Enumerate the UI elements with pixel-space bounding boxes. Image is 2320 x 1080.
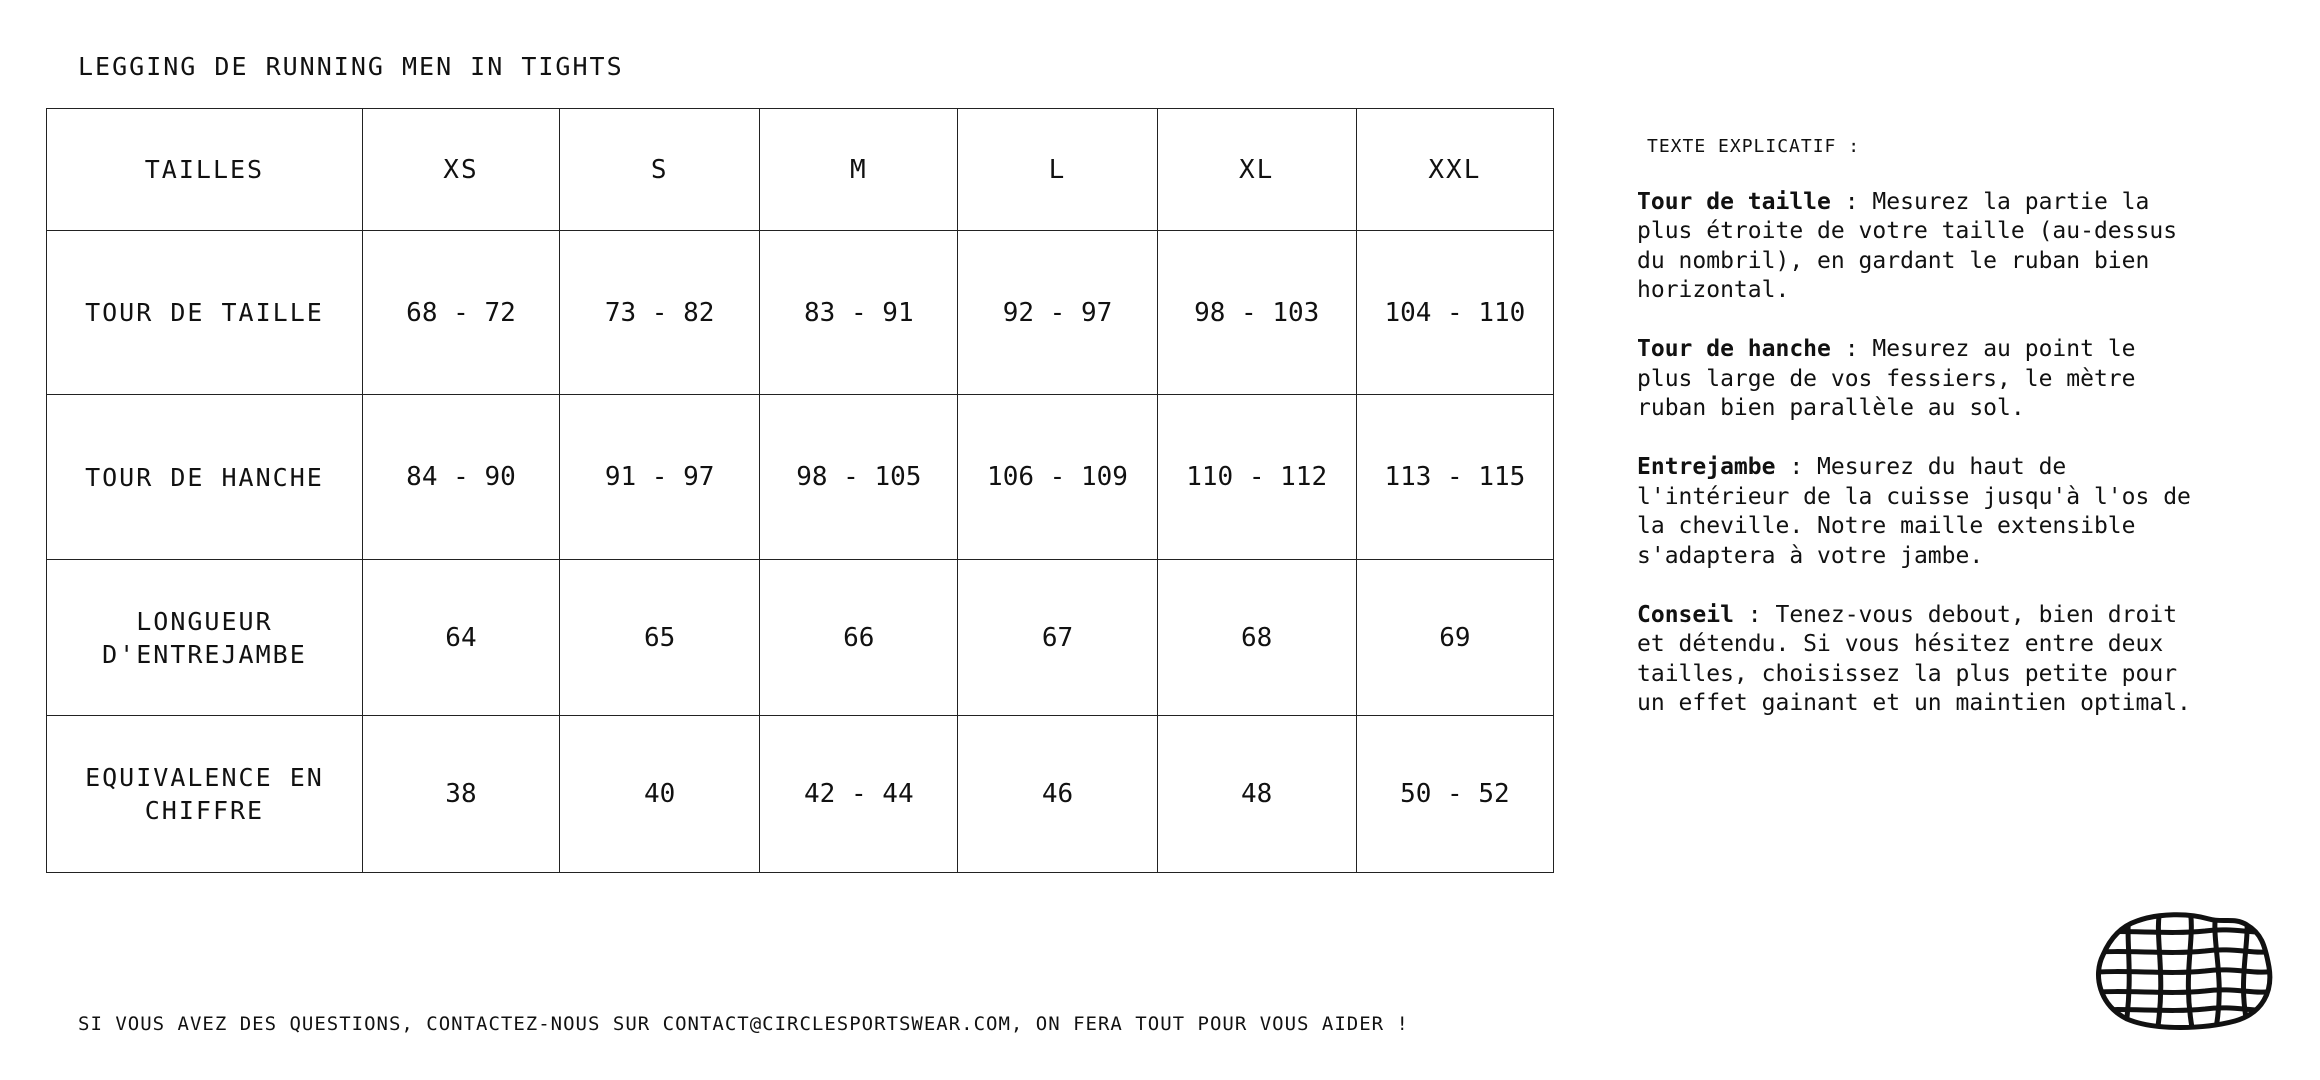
table-cell: 46 xyxy=(958,716,1157,873)
explanation-term: Entrejambe xyxy=(1637,454,1776,480)
table-cell: 68 - 72 xyxy=(362,231,559,395)
size-chart-table xyxy=(46,108,1554,873)
corner-header: TAILLES xyxy=(47,109,363,231)
size-header-xs: XS xyxy=(362,109,559,231)
size-header-s: S xyxy=(560,109,760,231)
table-cell: 66 xyxy=(760,560,958,716)
table-cell: 73 - 82 xyxy=(560,231,760,395)
row-label-equivalence: EQUIVALENCE EN CHIFFRE xyxy=(47,716,363,873)
table-row xyxy=(47,716,1554,873)
table-cell: 98 - 105 xyxy=(760,395,958,560)
explanation-text: : Mesurez du haut de l'intérieur de la cuisse jusqu'à l'os de la cheville. Notre maille extensible s'adaptera à votre jambe. xyxy=(1637,454,2191,569)
table-row xyxy=(47,395,1554,560)
table-cell: 50 - 52 xyxy=(1356,716,1553,873)
size-header-m: M xyxy=(760,109,958,231)
table-cell: 84 - 90 xyxy=(362,395,559,560)
size-header-xl: XL xyxy=(1157,109,1356,231)
size-header-xxl: XXL xyxy=(1356,109,1553,231)
page-title: LEGGING DE RUNNING MEN IN TIGHTS xyxy=(78,52,624,81)
explanation-title: TEXTE EXPLICATIF : xyxy=(1647,136,1861,157)
explanation-hip xyxy=(1637,335,2197,424)
table-cell: 64 xyxy=(362,560,559,716)
table-row xyxy=(47,231,1554,395)
table-cell: 40 xyxy=(560,716,760,873)
globe-logo-icon xyxy=(2085,905,2275,1033)
table-cell: 98 - 103 xyxy=(1157,231,1356,395)
table-cell: 38 xyxy=(362,716,559,873)
explanation-text: : Mesurez au point le plus large de vos fessiers, le mètre ruban bien parallèle au sol. xyxy=(1637,336,2136,421)
explanation-panel xyxy=(1637,132,2197,748)
explanation-term: Tour de taille xyxy=(1637,188,1831,215)
explanation-waist xyxy=(1637,188,2197,306)
contact-note: SI VOUS AVEZ DES QUESTIONS, CONTACTEZ-NOUS SUR CONTACT@CIRCLESPORTSWEAR.COM, ON FERA TOUT POUR VOUS AIDER ! xyxy=(78,1013,1409,1035)
explanation-text: : Tenez-vous debout, bien droit et détendu. Si vous hésitez entre deux tailles, choisissez la plus petite pour un effet gainant et un maintien optimal. xyxy=(1637,601,2191,716)
table-cell: 68 xyxy=(1157,560,1356,716)
explanation-inseam xyxy=(1637,453,2197,571)
table-cell: 67 xyxy=(958,560,1157,716)
explanation-term: Conseil xyxy=(1637,601,1734,628)
row-label-hip: TOUR DE HANCHE xyxy=(47,395,363,560)
table-cell: 110 - 112 xyxy=(1157,395,1356,560)
table-cell: 113 - 115 xyxy=(1356,395,1553,560)
row-label-inseam: LONGUEUR D'ENTREJAMBE xyxy=(47,560,363,716)
table-cell: 69 xyxy=(1356,560,1553,716)
table-row xyxy=(47,560,1554,716)
table-cell: 91 - 97 xyxy=(560,395,760,560)
table-cell: 48 xyxy=(1157,716,1356,873)
table-cell: 83 - 91 xyxy=(760,231,958,395)
table-cell: 104 - 110 xyxy=(1356,231,1553,395)
table-cell: 106 - 109 xyxy=(958,395,1157,560)
explanation-text: : Mesurez la partie la plus étroite de votre taille (au-dessus du nombril), en gardant le ruban bien horizontal. xyxy=(1637,188,2178,303)
table-cell: 42 - 44 xyxy=(760,716,958,873)
size-header-row xyxy=(47,109,1554,231)
explanation-advice xyxy=(1637,601,2197,719)
explanation-term: Tour de hanche xyxy=(1637,336,1831,362)
size-header-l: L xyxy=(958,109,1157,231)
row-label-waist: TOUR DE TAILLE xyxy=(47,231,363,395)
table-cell: 65 xyxy=(560,560,760,716)
table-cell: 92 - 97 xyxy=(958,231,1157,395)
